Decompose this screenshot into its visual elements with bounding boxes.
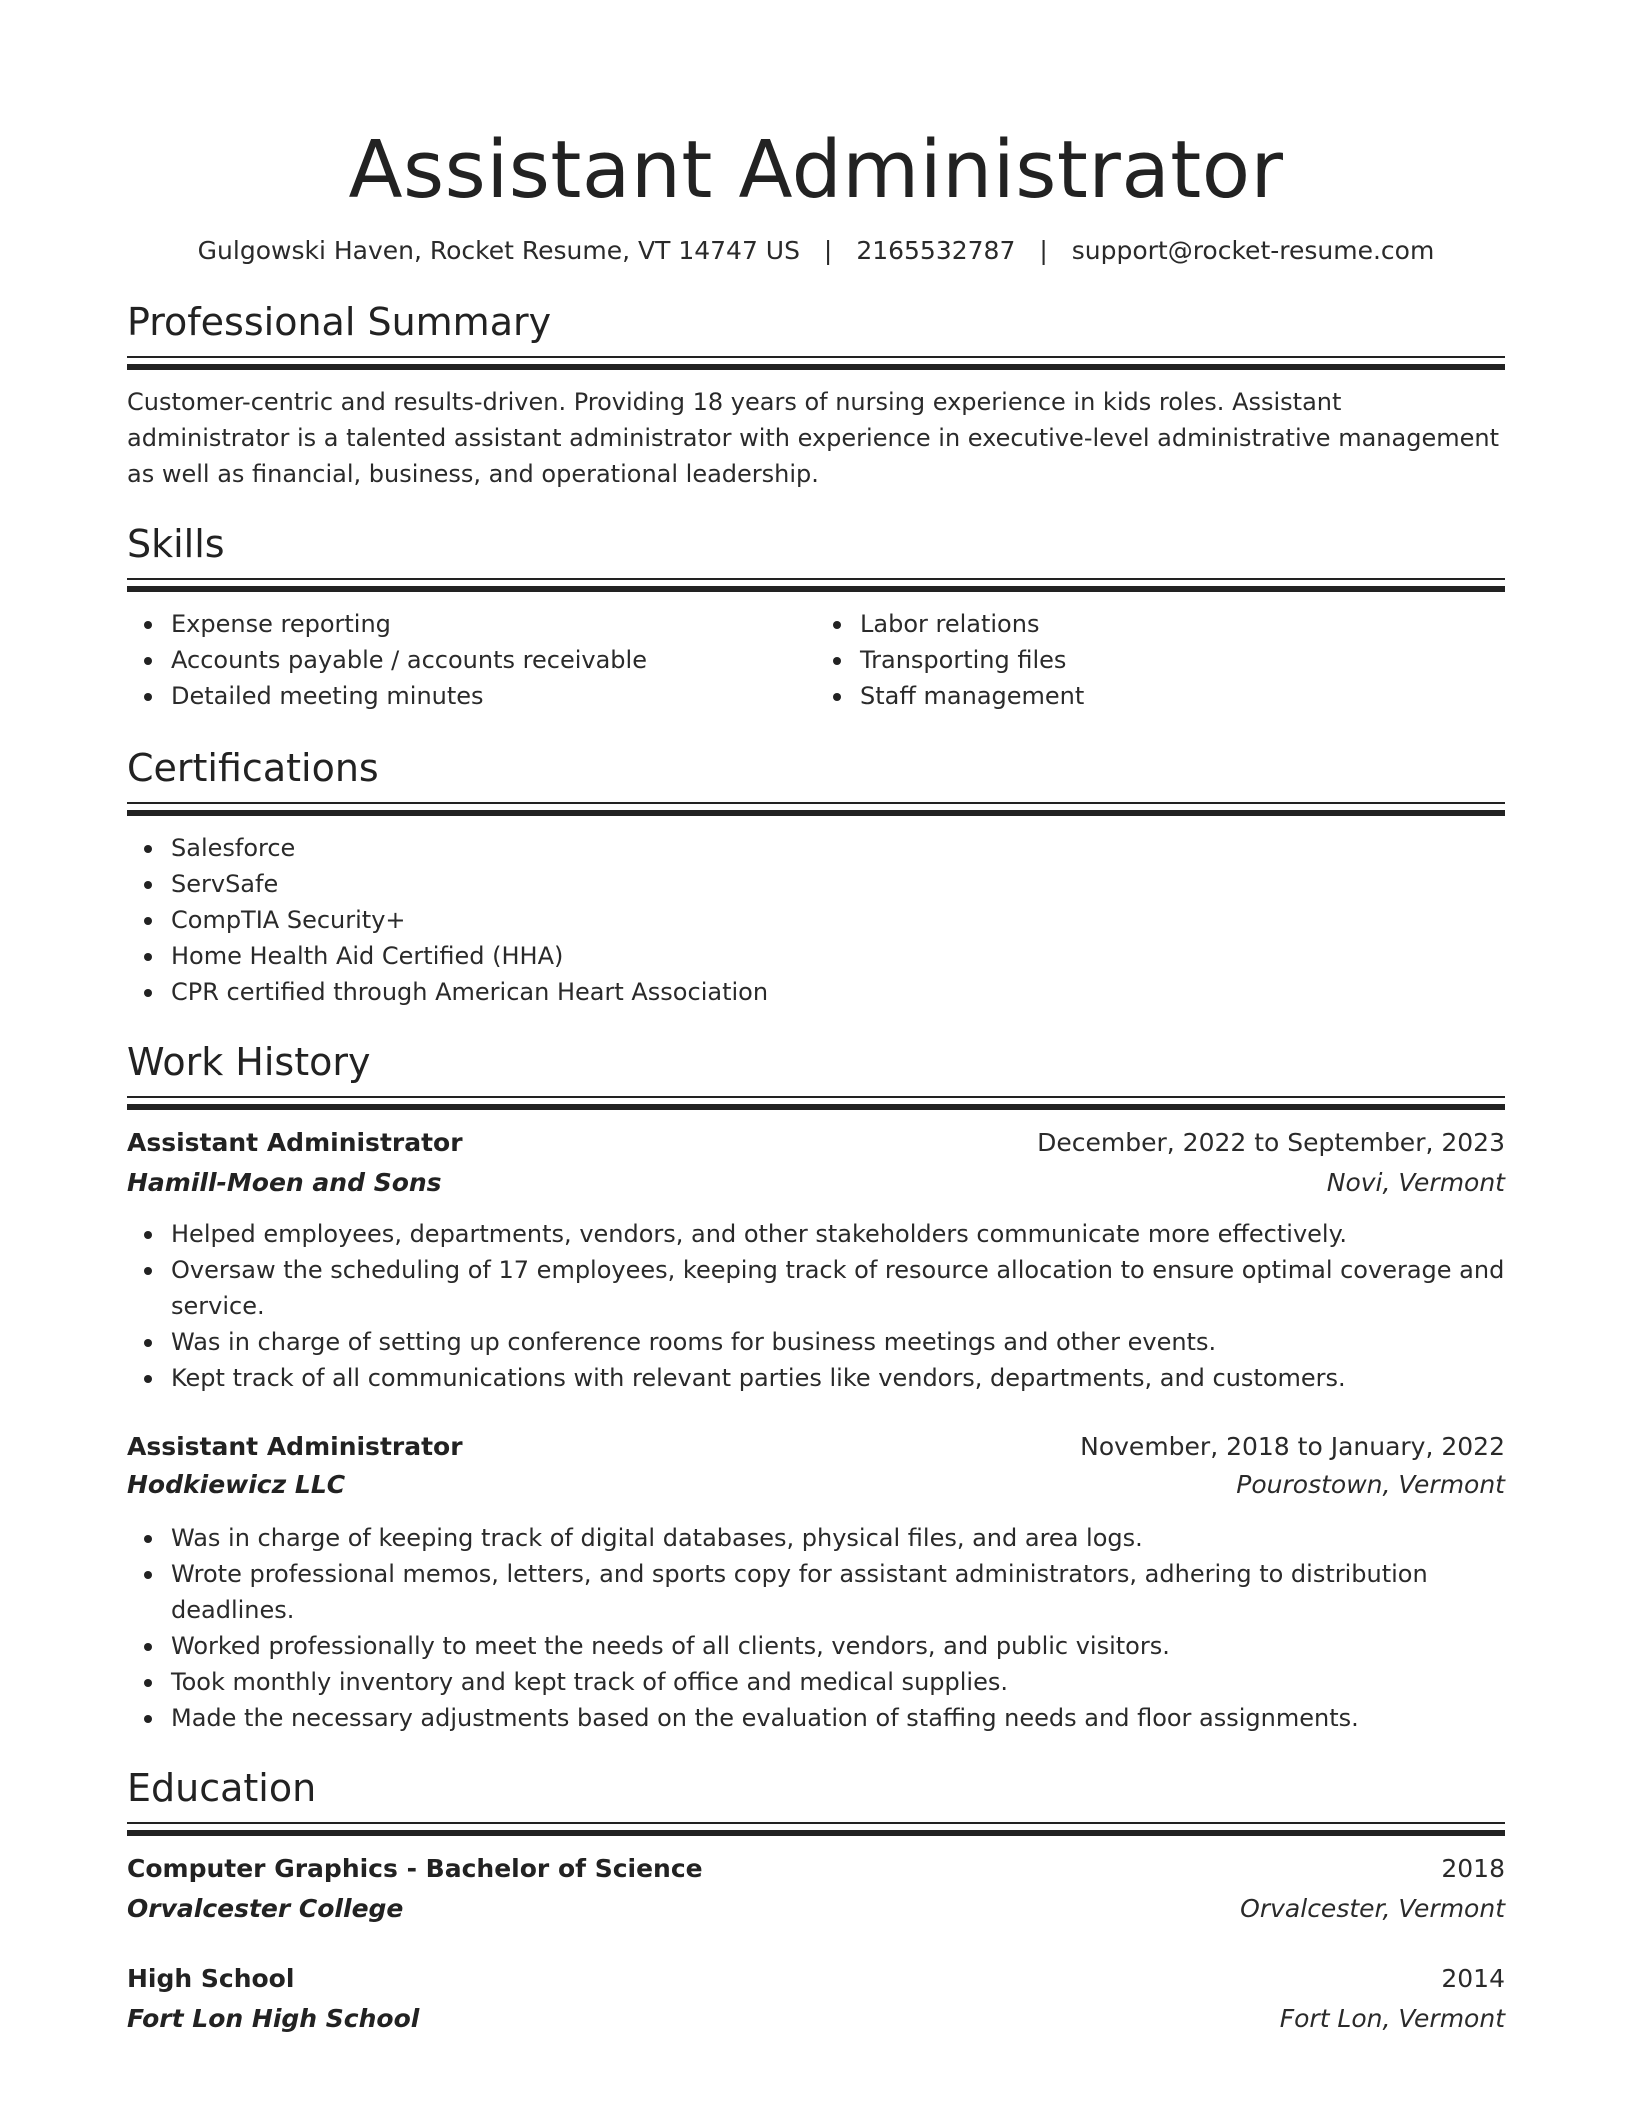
job-dates: December, 2022 to September, 2023: [1037, 1128, 1505, 1157]
summary-section: [127, 298, 1505, 492]
section-divider: [127, 1822, 1505, 1836]
job-bullet: Was in charge of setting up conference rooms for business meetings and other events.: [171, 1324, 1505, 1360]
job-entry: [127, 1428, 1505, 1736]
contact-separator: |: [823, 236, 833, 265]
education-entry: [127, 1960, 1505, 2038]
skill-item: Accounts payable / accounts receivable: [171, 642, 816, 678]
education-degree: High School: [127, 1964, 295, 1993]
job-dates: November, 2018 to January, 2022: [1080, 1432, 1505, 1461]
job-entry: [127, 1124, 1505, 1396]
job-title: Assistant Administrator: [127, 1128, 463, 1157]
section-divider: [127, 802, 1505, 816]
certification-item: Home Health Aid Certified (HHA): [171, 938, 1505, 974]
job-subheader: [127, 1466, 1505, 1504]
job-bullets: [127, 1216, 1505, 1396]
education-location: Orvalcester, Vermont: [1240, 1894, 1505, 1923]
contact-line: [127, 234, 1505, 268]
skill-item: Expense reporting: [171, 606, 816, 642]
certification-item: Salesforce: [171, 830, 1505, 866]
job-bullet: Helped employees, departments, vendors, and other stakeholders communicate more effectively.: [171, 1216, 1505, 1252]
job-bullet: Wrote professional memos, letters, and sports copy for assistant administrators, adhering to distribution deadlines.: [171, 1556, 1505, 1628]
education-header: [127, 1960, 1505, 1998]
job-bullet: Made the necessary adjustments based on the evaluation of staffing needs and floor assignments.: [171, 1700, 1505, 1736]
section-title-certifications: Certifications: [127, 746, 379, 790]
education-entry: [127, 1850, 1505, 1928]
job-bullet: Kept track of all communications with relevant parties like vendors, departments, and customers.: [171, 1360, 1505, 1396]
section-title-skills: Skills: [127, 522, 225, 566]
section-divider: [127, 1096, 1505, 1110]
education-section: [127, 1764, 1505, 2038]
skill-item: Labor relations: [860, 606, 1505, 642]
job-location: Novi, Vermont: [1326, 1168, 1505, 1197]
job-company: Hodkiewicz LLC: [127, 1470, 346, 1499]
skills-column-right: [816, 606, 1505, 714]
skills-column-left: [127, 606, 816, 714]
education-subheader: [127, 1890, 1505, 1928]
section-title-summary: Professional Summary: [127, 300, 552, 344]
education-location: Fort Lon, Vermont: [1279, 2004, 1505, 2033]
certification-item: CompTIA Security+: [171, 902, 1505, 938]
job-title: Assistant Administrator: [127, 1432, 463, 1461]
certification-item: ServSafe: [171, 866, 1505, 902]
resume-name: Assistant Administrator: [348, 124, 1284, 216]
contact-separator: |: [1039, 236, 1048, 265]
job-bullet: Oversaw the scheduling of 17 employees, keeping track of resource allocation to ensure optimal coverage and service.: [171, 1252, 1505, 1324]
section-title-education: Education: [127, 1766, 317, 1810]
section-title-work-history: Work History: [127, 1040, 371, 1084]
education-school: Fort Lon High School: [127, 2004, 420, 2033]
skill-item: Detailed meeting minutes: [171, 678, 816, 714]
contact-email: support@rocket-resume.com: [1071, 236, 1435, 265]
work-history-section: [127, 1038, 1505, 1736]
job-bullets: [127, 1520, 1505, 1736]
contact-phone: 2165532787: [856, 236, 1016, 265]
job-bullet: Was in charge of keeping track of digital databases, physical files, and area logs.: [171, 1520, 1505, 1556]
skill-item: Staff management: [860, 678, 1505, 714]
skills-section: [127, 520, 1505, 714]
job-location: Pourostown, Vermont: [1236, 1470, 1505, 1499]
education-subheader: [127, 2000, 1505, 2038]
job-bullet: Worked professionally to meet the needs of all clients, vendors, and public visitors.: [171, 1628, 1505, 1664]
education-year: 2014: [1441, 1964, 1505, 1993]
certifications-list: [127, 830, 1505, 1010]
certification-item: CPR certified through American Heart Association: [171, 974, 1505, 1010]
certifications-section: [127, 744, 1505, 1010]
job-header: [127, 1124, 1505, 1162]
job-company: Hamill-Moen and Sons: [127, 1168, 442, 1197]
job-bullet: Took monthly inventory and kept track of office and medical supplies.: [171, 1664, 1505, 1700]
summary-text: Customer-centric and results-driven. Providing 18 years of nursing experience in kids roles. Assistant administrator is a talented assistant administrator with experience in executive-level administrative management as well as financial, business, and operational leadership.: [127, 388, 1499, 488]
section-divider: [127, 578, 1505, 592]
education-header: [127, 1850, 1505, 1888]
skills-grid: [127, 606, 1505, 714]
job-subheader: [127, 1164, 1505, 1202]
section-divider: [127, 356, 1505, 370]
skill-item: Transporting files: [860, 642, 1505, 678]
education-degree: Computer Graphics - Bachelor of Science: [127, 1854, 703, 1883]
job-header: [127, 1428, 1505, 1466]
contact-address: Gulgowski Haven, Rocket Resume, VT 14747 US: [197, 236, 800, 265]
education-school: Orvalcester College: [127, 1894, 404, 1923]
education-year: 2018: [1441, 1854, 1505, 1883]
